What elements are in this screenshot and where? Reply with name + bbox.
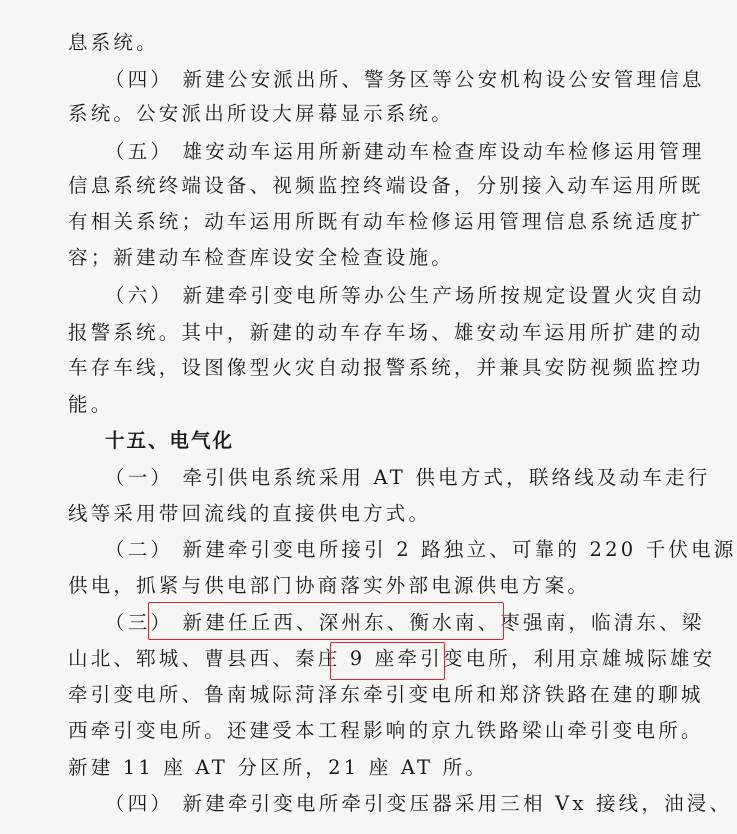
text-line: （四） 新建牵引变电所牵引变压器采用三相 Vx 接线，油浸、 — [105, 792, 733, 815]
text-line: 供电，抓紧与供电部门协商落实外部电源供电方案。 — [68, 574, 591, 597]
text-line: （三） 新建任丘西、深州东、衡水南、枣强南，临清东、梁 — [105, 611, 705, 634]
text-line: 车存车线，设图像型火灾自动报警系统，并兼具安防视频监控功 — [68, 356, 704, 379]
highlight-box-stations — [148, 602, 504, 640]
text-line: 息系统。 — [68, 31, 159, 54]
text-line: （二） 新建牵引变电所接引 2 路独立、可靠的 220 千伏电源 — [105, 538, 737, 561]
text-line: 报警系统。其中，新建的动车存车场、雄安动车运用所扩建的动 — [68, 321, 704, 344]
text-line: （六） 新建牵引变电所等办公生产场所按规定设置火灾自动 — [105, 284, 705, 307]
text-line: 新建 11 座 AT 分区所，21 座 AT 所。 — [68, 756, 489, 779]
text-line: （五） 雄安动车运用所新建动车检查库设动车检修运用管理 — [105, 140, 705, 163]
text-line: 系统。公安派出所设大屏幕显示系统。 — [68, 102, 454, 125]
text-line: 山北、郓城、曹县西、秦庄 9 座牵引变电所，利用京雄城际雄安 — [68, 647, 716, 670]
text-line: 有相关系统；动车运用所既有动车检修运用管理信息系统适度扩 — [68, 210, 704, 233]
text-line: （四） 新建公安派出所、警务区等公安机构设公安管理信息 — [105, 68, 705, 91]
text-line: 牵引变电所、鲁南城际菏泽东牵引变电所和郑济铁路在建的聊城 — [68, 683, 704, 706]
highlight-box-substation — [330, 642, 445, 680]
section-heading: 十五、电气化 — [105, 429, 235, 452]
text-line: 信息系统终端设备、视频监控终端设备，分别接入动车运用所既 — [68, 174, 704, 197]
text-line: 线等采用带回流线的直接供电方式。 — [68, 502, 432, 525]
text-line: 能。 — [68, 393, 114, 416]
text-line: （一） 牵引供电系统采用 AT 供电方式，联络线及动车走行 — [105, 466, 711, 489]
text-line: 西牵引变电所。还建受本工程影响的京九铁路梁山牵引变电所。 — [68, 719, 704, 742]
text-line: 容；新建动车检查库设安全检查设施。 — [68, 246, 454, 269]
